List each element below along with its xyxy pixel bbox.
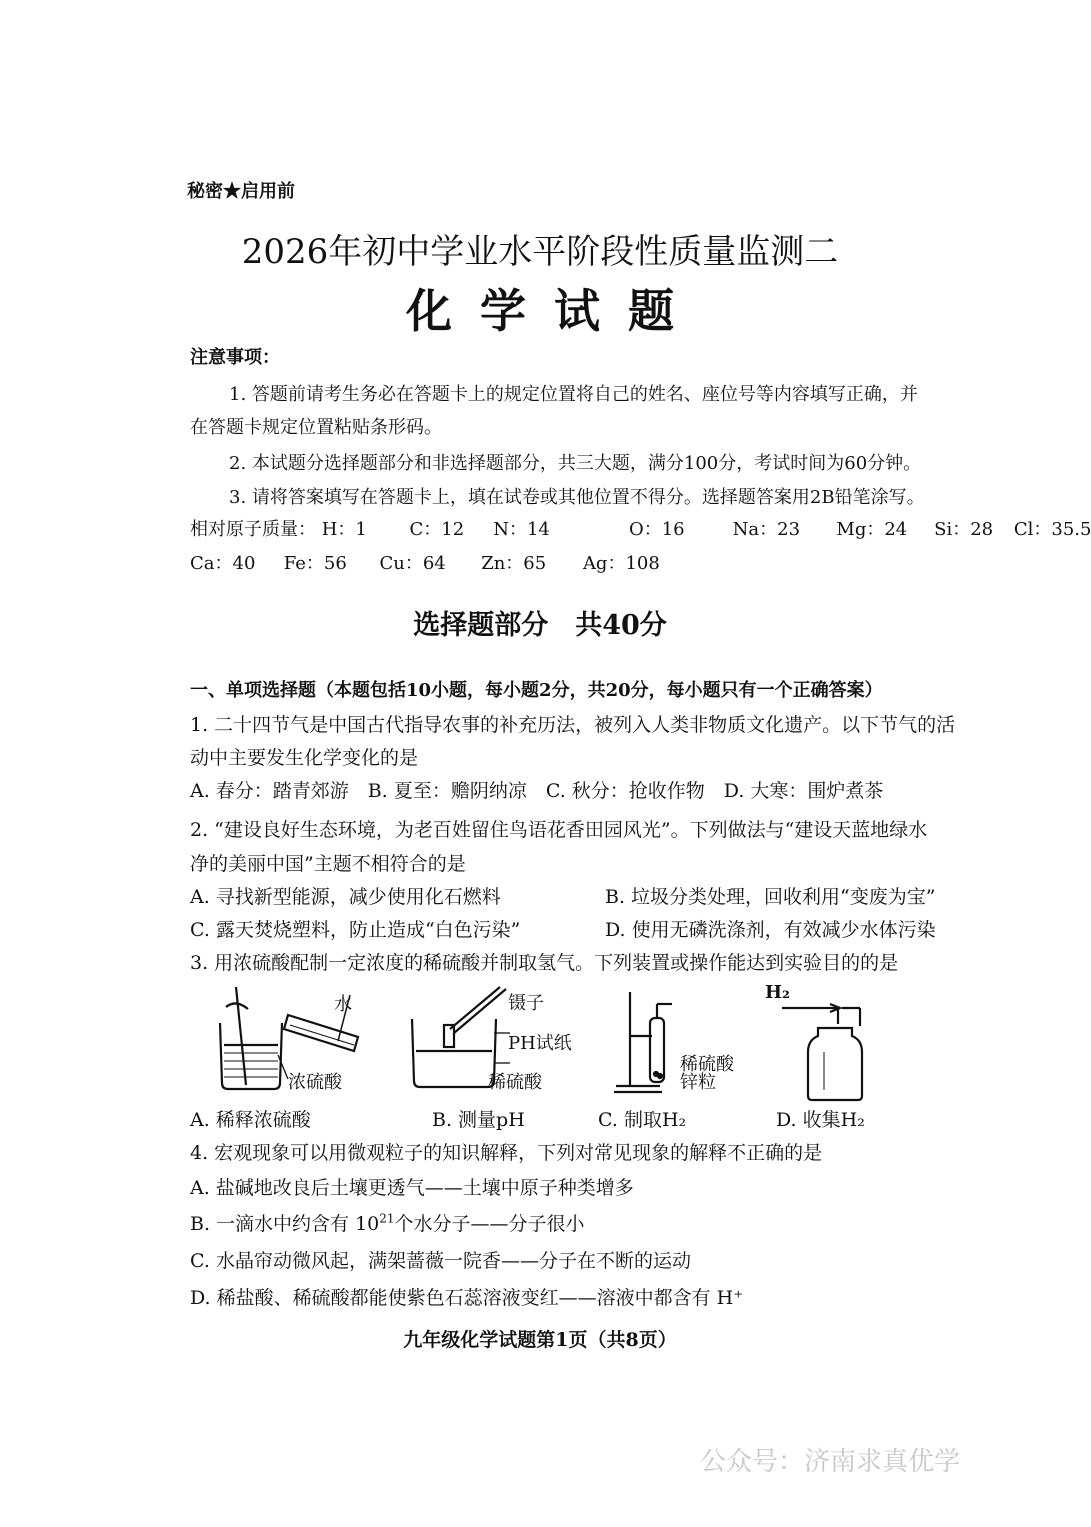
atomic-mass-value: N：14	[493, 519, 550, 540]
q3-option-d: D. 收集H₂	[776, 1109, 865, 1131]
q2-stem-cont: 净的美丽中国”主题不相符合的是	[190, 853, 466, 875]
q2-option-c: C. 露天焚烧塑料，防止造成“白色污染”	[190, 919, 521, 941]
q2-option-d: D. 使用无磷洗涤剂，有效减少水体污染	[605, 919, 936, 941]
label-dilute-acid-c: 稀硫酸	[680, 1054, 734, 1075]
label-dilute-acid-b: 稀硫酸	[488, 1072, 542, 1093]
q3-option-c: C. 制取H₂	[598, 1109, 687, 1131]
q4-option-b-text-end: 个水分子——分子很小	[394, 1213, 585, 1235]
q1-stem-cont: 动中主要发生化学变化的是	[190, 747, 419, 769]
q4-option-d: D. 稀盐酸、稀硫酸都能使紫色石蕊溶液变红——溶液中都含有 H⁺	[190, 1287, 744, 1309]
notice-item-2: 2. 本试题分选择题部分和非选择题部分，共三大题，满分100分，考试时间为60分钟。	[229, 453, 922, 474]
notice-heading: 注意事项：	[190, 347, 280, 368]
atomic-mass-value: Ag：108	[582, 553, 660, 574]
q4-option-b-text: B. 一滴水中约含有 10	[190, 1213, 380, 1235]
atomic-mass-value: Cl：35.5	[1013, 519, 1091, 540]
label-concentrated-acid: 浓硫酸	[288, 1072, 342, 1093]
label-tweezers: 镊子	[508, 993, 544, 1014]
atomic-mass-value: Si：28	[934, 519, 994, 540]
q4-option-c: C. 水晶帘动微风起，满架蔷薇一院香——分子在不断的运动	[190, 1250, 691, 1272]
atomic-mass-value: Zn：65	[481, 553, 547, 574]
label-ph-paper: PH试纸	[508, 1033, 572, 1054]
exam-title: 2026年初中学业水平阶段性质量监测二	[241, 232, 839, 272]
atomic-mass-label: 相对原子质量：	[190, 519, 316, 540]
atomic-mass-value: Ca：40	[190, 553, 256, 574]
q2-option-a: A. 寻找新型能源，减少使用化石燃料	[190, 886, 501, 908]
hydrogen-generation-diagram	[612, 988, 682, 1096]
part-heading: 一、单项选择题（本题包括10小题，每小题2分，共20分，每小题只有一个正确答案）	[190, 680, 883, 701]
notice-item-3: 3. 请将答案填写在答题卡上，填在试卷或其他位置不得分。选择题答案用2B铅笔涂写。	[229, 487, 925, 508]
atomic-mass-row-2	[190, 549, 660, 575]
atomic-mass-value: O：16	[628, 519, 685, 540]
atomic-mass-value: C：12	[409, 519, 465, 540]
q3-option-a: A. 稀释浓硫酸	[190, 1109, 311, 1131]
q4-stem: 4. 宏观现象可以用微观粒子的知识解释，下列对常见现象的解释不正确的是	[190, 1142, 823, 1164]
q1-stem: 1. 二十四节气是中国古代指导农事的补充历法，被列入人类非物质文化遗产。以下节气的活	[190, 714, 956, 736]
atomic-mass-row-1	[190, 515, 1091, 541]
q2-stem: 2. “建设良好生态环境，为老百姓留住鸟语花香田园风光”。下列做法与“建设天蓝地绿水	[190, 819, 928, 841]
q3-stem: 3. 用浓硫酸配制一定浓度的稀硫酸并制取氢气。下列装置或操作能达到实验目的的是	[190, 952, 899, 974]
atomic-mass-value: H：1	[321, 519, 367, 540]
atomic-mass-value: Fe：56	[283, 553, 347, 574]
notice-item-1: 1. 答题前请考生务必在答题卡上的规定位置将自己的姓名、座位号等内容填写正确，并	[229, 384, 918, 405]
atomic-mass-value: Na：23	[732, 519, 801, 540]
q4-option-b	[190, 1209, 585, 1236]
page-footer: 九年级化学试题第1页（共8页）	[403, 1329, 677, 1351]
notice-item-1-cont: 在答题卡规定位置粘贴条形码。	[190, 417, 442, 438]
subject-title: 化学试题	[406, 284, 702, 338]
label-h2: H₂	[765, 982, 790, 1003]
q3-option-b: B. 测量pH	[432, 1109, 525, 1131]
confidential-mark: 秘密★启用前	[187, 181, 295, 202]
watermark: 公众号：济南求真优学	[700, 1447, 961, 1477]
hydrogen-collection-diagram	[780, 1000, 880, 1104]
label-water: 水	[334, 994, 352, 1015]
atomic-mass-value: Mg：24	[836, 519, 908, 540]
q1-options: A. 春分：踏青郊游 B. 夏至：赡阴纳凉 C. 秋分：抢收作物 D. 大寒：围炉煮茶	[190, 780, 884, 802]
q2-option-b: B. 垃圾分类处理，回收利用“变废为宝”	[605, 886, 936, 908]
atomic-mass-value: Cu：64	[379, 553, 446, 574]
q4-option-b-exponent: 21	[379, 1211, 395, 1226]
label-zinc: 锌粒	[680, 1072, 716, 1093]
q4-option-a: A. 盐碱地改良后土壤更透气——土壤中原子种类增多	[190, 1177, 634, 1199]
section-title: 选择题部分 共40分	[413, 610, 667, 641]
